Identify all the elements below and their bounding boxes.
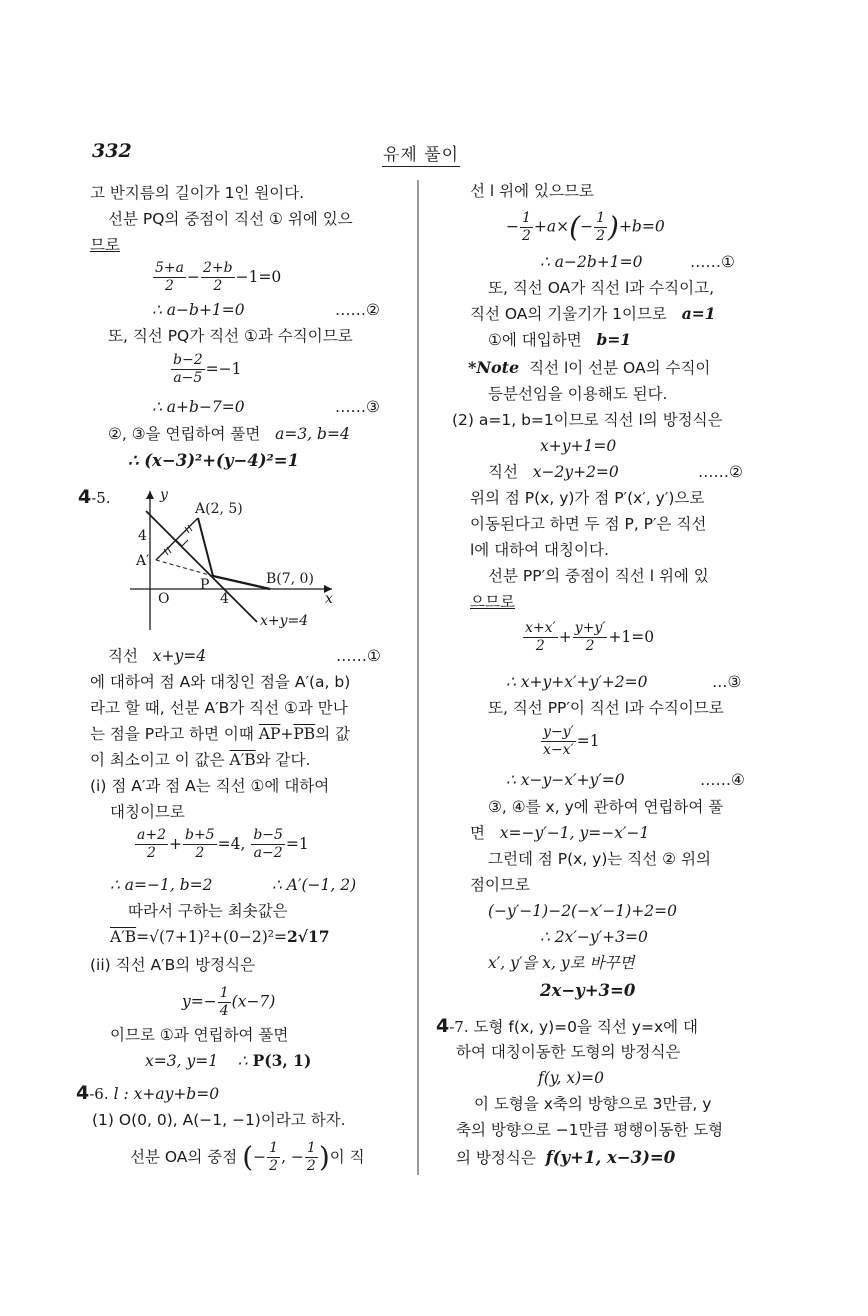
svg-text:O: O (158, 591, 170, 607)
equation: x=3, y=1 ∴ P(3, 1) (145, 1051, 312, 1070)
text-line: 대칭이므로 (110, 803, 185, 821)
text-line: 직선 x−2y+2=0 (488, 463, 619, 481)
equation: $\frac{5+a}{2}$ − $\frac{2+b}{2}$ −1=0 (155, 260, 282, 294)
svg-text:x: x (325, 591, 333, 607)
problem-number-4-7: 4-7. 도형 f(x, y)=0을 직선 y=x에 대 (436, 1015, 699, 1037)
equation-tag: …③ (712, 673, 742, 691)
answer: ∴ (x−3)²+(y−4)²=1 (128, 451, 300, 470)
equation-tag: ……② (335, 301, 380, 319)
svg-text:x+y=4: x+y=4 (260, 613, 309, 629)
text-line: 이 도형을 x축의 방향으로 3만큼, y (474, 1095, 712, 1113)
text-line: 하여 대칭이동한 도형의 방정식은 (456, 1043, 681, 1061)
equation: $\frac{x+x'}{2}$ + $\frac{y+y'}{2}$ +1=0 (525, 620, 655, 654)
svg-text:B(7, 0): B(7, 0) (266, 571, 314, 587)
equation: ∴ a=−1, b=2 (110, 876, 213, 894)
equation-tag: ……④ (700, 771, 745, 789)
equation: $\frac{b-2}{a-5}$ =−1 (173, 352, 242, 386)
text-line: 선분 OA의 중점 (− $\frac{1}{2}$ , − $\frac{1}{2}$ )이 직 (130, 1140, 365, 1174)
equation: $\frac{y-y'}{x-x'}$ =1 (543, 724, 600, 758)
text-line: 이 최소이고 이 값은 A′B와 같다. (90, 751, 311, 769)
text-line: 의 방정식은 f(y+1, x−3)=0 (456, 1148, 676, 1167)
text-line: 이므로 ①과 연립하여 풀면 (110, 1026, 289, 1044)
equation: f(y, x)=0 (538, 1069, 604, 1087)
text-line: 또, 직선 OA가 직선 l과 수직이고, (488, 279, 715, 297)
equation: (−y′−1)−2(−x′−1)+2=0 (488, 902, 677, 920)
equation-tag: ……② (698, 463, 743, 481)
svg-text:y: y (160, 487, 168, 503)
text-line: l에 대하여 대칭이다. (470, 541, 609, 559)
text-line: 면 x=−y′−1, y=−x′−1 (470, 824, 650, 842)
equation: x+y+1=0 (540, 437, 617, 455)
figure-reflection-diagram (120, 485, 340, 635)
equation: ∴ x−y−x′+y′=0 (506, 771, 625, 789)
equation-tag: ……① (690, 253, 735, 271)
equation: ∴ A′(−1, 2) (272, 876, 357, 894)
text-line: (ii) 직선 A′B의 방정식은 (90, 956, 256, 974)
svg-text:P: P (200, 577, 210, 593)
equation-tag: ……③ (335, 398, 380, 416)
equation: ∴ x+y+x′+y′+2=0 (506, 673, 648, 691)
text-line: (i) 점 A′과 점 A는 직선 ①에 대하여 (90, 777, 330, 795)
text-line: 선 l 위에 있으므로 (470, 182, 594, 200)
text-line: 축의 방향으로 −1만큼 평행이동한 도형 (456, 1121, 724, 1139)
equation: − $\frac{1}{2}$ +a×(− $\frac{1}{2}$ )+b=0 (506, 210, 665, 244)
text-line: (2) a=1, b=1이므로 직선 l의 방정식은 (452, 411, 723, 429)
text-line: ②, ③을 연립하여 풀면 a=3, b=4 (108, 425, 350, 443)
equation: ∴ 2x′−y′+3=0 (540, 928, 648, 946)
text-line: 직선 x+y=4 (108, 647, 207, 665)
problem-number-4-6: 4-6. l : x+ay+b=0 (76, 1082, 220, 1104)
column-divider (417, 180, 419, 1175)
text-line: 으므로 (470, 593, 515, 611)
page-number: 332 (92, 140, 132, 162)
text-line: (1) O(0, 0), A(−1, −1)이라고 하자. (92, 1111, 346, 1129)
text-line: 위의 점 P(x, y)가 점 P′(x′, y′)으로 (470, 489, 705, 507)
equation: ∴ a+b−7=0 (152, 398, 245, 416)
equation: ∴ a−b+1=0 (152, 301, 245, 319)
svg-text:A′: A′ (136, 553, 150, 569)
text-line: 선분 PP′의 중점이 직선 l 위에 있 (488, 567, 709, 585)
text-line: 또, 직선 PP′이 직선 l과 수직이므로 (488, 699, 724, 717)
text-line: 에 대하여 점 A와 대칭인 점을 A′(a, b) (90, 673, 351, 691)
note-continuation: 등분선임을 이용해도 된다. (488, 385, 668, 403)
text-line: 직선 OA의 기울기가 1이므로 a=1 (470, 304, 716, 323)
text-line: 는 점을 P라고 하면 이때 $\overline{AP}+\overline{PB}$의 값 (90, 725, 351, 743)
note: *Note 직선 l이 선분 OA의 수직이 (468, 358, 711, 377)
text-line: 또, 직선 PQ가 직선 ①과 수직이므로 (108, 327, 353, 345)
equation: A′B=√(7+1)²+(0−2)²=2√17 (110, 927, 330, 946)
text-line: 라고 할 때, 선분 A′B가 직선 ①과 만나 (90, 699, 348, 717)
problem-number-4-5: 4-5. (78, 486, 111, 508)
equation: ∴ a−2b+1=0 (540, 253, 643, 271)
text-line: 점이므로 (470, 876, 530, 894)
running-title: 유제 풀이 (382, 140, 460, 167)
svg-text:4: 4 (220, 591, 229, 607)
equation-tag: ……① (336, 647, 381, 665)
text-line: 고 반지름의 길이가 1인 원이다. (90, 184, 305, 202)
svg-text:4: 4 (138, 528, 147, 544)
equation: $\frac{a+2}{2}$ + $\frac{b+5}{2}$ =4, $\frac{b-5}{a-2}$ =1 (137, 827, 309, 861)
text-line: 따라서 구하는 최솟값은 (128, 902, 288, 920)
text-line: 그런데 점 P(x, y)는 직선 ② 위의 (488, 850, 711, 868)
text-line: 므로 (90, 236, 120, 254)
answer: 2x−y+3=0 (540, 981, 636, 1000)
text-line: 이동된다고 하면 두 점 P, P′은 직선 (470, 515, 707, 533)
text-line: x′, y′을 x, y로 바꾸면 (488, 954, 635, 972)
svg-text:A(2, 5): A(2, 5) (195, 501, 243, 517)
equation: y=− $\frac{1}{4}$ (x−7) (182, 985, 276, 1019)
text-line: 선분 PQ의 중점이 직선 ① 위에 있으 (108, 210, 353, 228)
text-line: ①에 대입하면 b=1 (488, 330, 632, 349)
text-line: ③, ④를 x, y에 관하여 연립하여 풀 (488, 798, 724, 816)
